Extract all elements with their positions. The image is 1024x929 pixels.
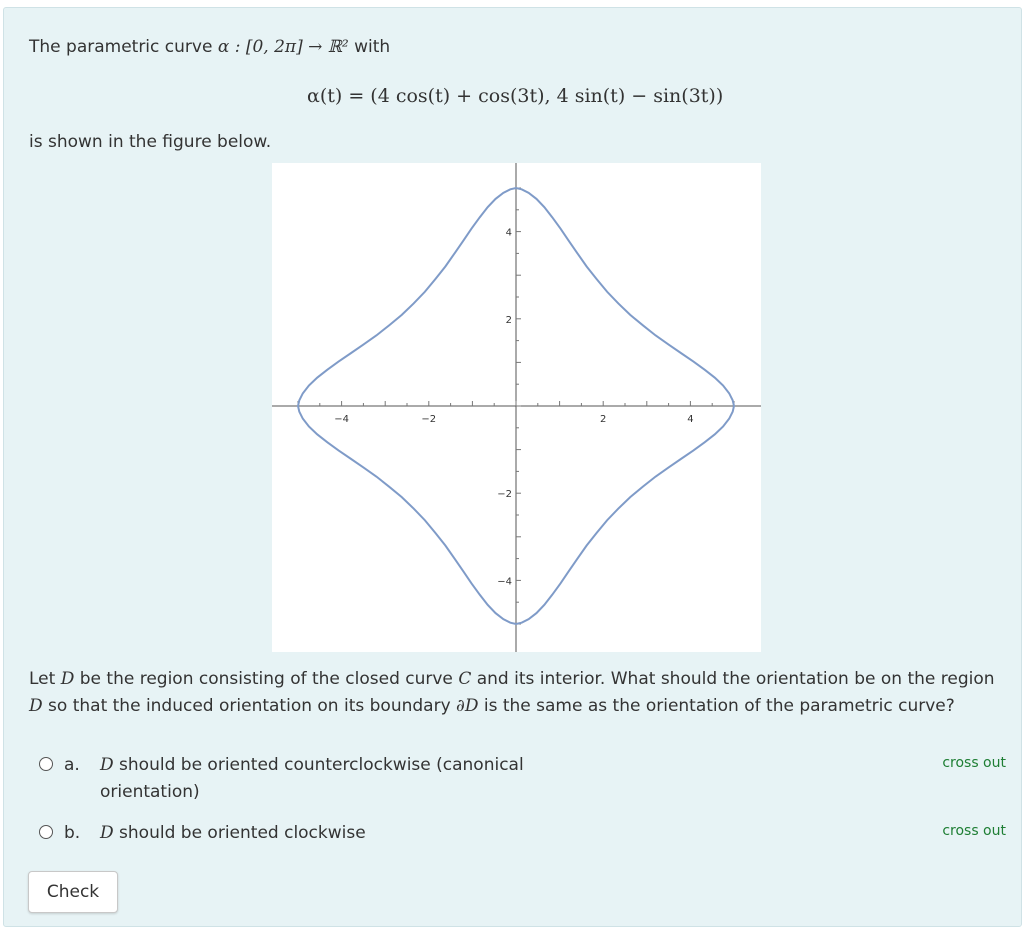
option-a-var: D (100, 755, 114, 775)
intro-map: α : [0, 2π] → ℝ² (217, 37, 349, 57)
var-d-2: D (29, 696, 43, 716)
figure-caption: is shown in the figure below. (29, 132, 272, 152)
x-tick-label: −2 (421, 414, 437, 425)
y-tick-label: −2 (497, 489, 512, 501)
option-a-cross-out[interactable]: cross out (942, 755, 1006, 771)
intro-prefix: The parametric curve (29, 37, 213, 57)
intro-suffix: with (354, 37, 391, 57)
var-boundary-d: ∂D (456, 696, 479, 716)
y-tick-label: −4 (497, 576, 512, 588)
option-b-text[interactable] (100, 820, 366, 847)
intro-line (29, 36, 390, 58)
check-button[interactable]: Check (28, 871, 118, 913)
option-a-radio[interactable] (39, 757, 53, 771)
equation: α(t) = (4 cos(t) + cos(3t), 4 sin(t) − sin(3t)) (307, 85, 724, 107)
y-tick-label: 4 (505, 227, 512, 239)
option-b-line1: should be oriented clockwise (119, 823, 366, 843)
para-text-2: be the region consisting of the closed curve (79, 669, 453, 689)
option-a-line1: should be oriented counterclockwise (canonical (119, 755, 524, 775)
y-tick-label: 2 (505, 314, 512, 326)
option-b-letter: b. (64, 823, 81, 843)
para-text-1: Let (29, 669, 56, 689)
option-a-line2: orientation) (100, 782, 200, 802)
para-text-5: is the same as the orientation of the parametric curve? (483, 696, 955, 716)
curve-figure (272, 163, 761, 652)
option-b-radio[interactable] (39, 825, 53, 839)
option-b-cross-out[interactable]: cross out (942, 823, 1006, 839)
var-d: D (60, 669, 75, 689)
var-c: C (458, 669, 472, 689)
option-b-var: D (100, 823, 114, 843)
option-a-text[interactable] (100, 752, 540, 806)
x-tick-label: 2 (600, 414, 607, 425)
axes (272, 163, 761, 652)
x-tick-label: −4 (334, 414, 349, 425)
x-tick-label: 4 (687, 414, 694, 425)
question-paragraph (29, 666, 1004, 720)
curve-plot (272, 163, 761, 652)
para-text-3: and its interior. What should the orientation be on the region (476, 669, 995, 689)
option-a-letter: a. (64, 755, 80, 775)
para-text-4: so that the induced orientation on its boundary (48, 696, 451, 716)
